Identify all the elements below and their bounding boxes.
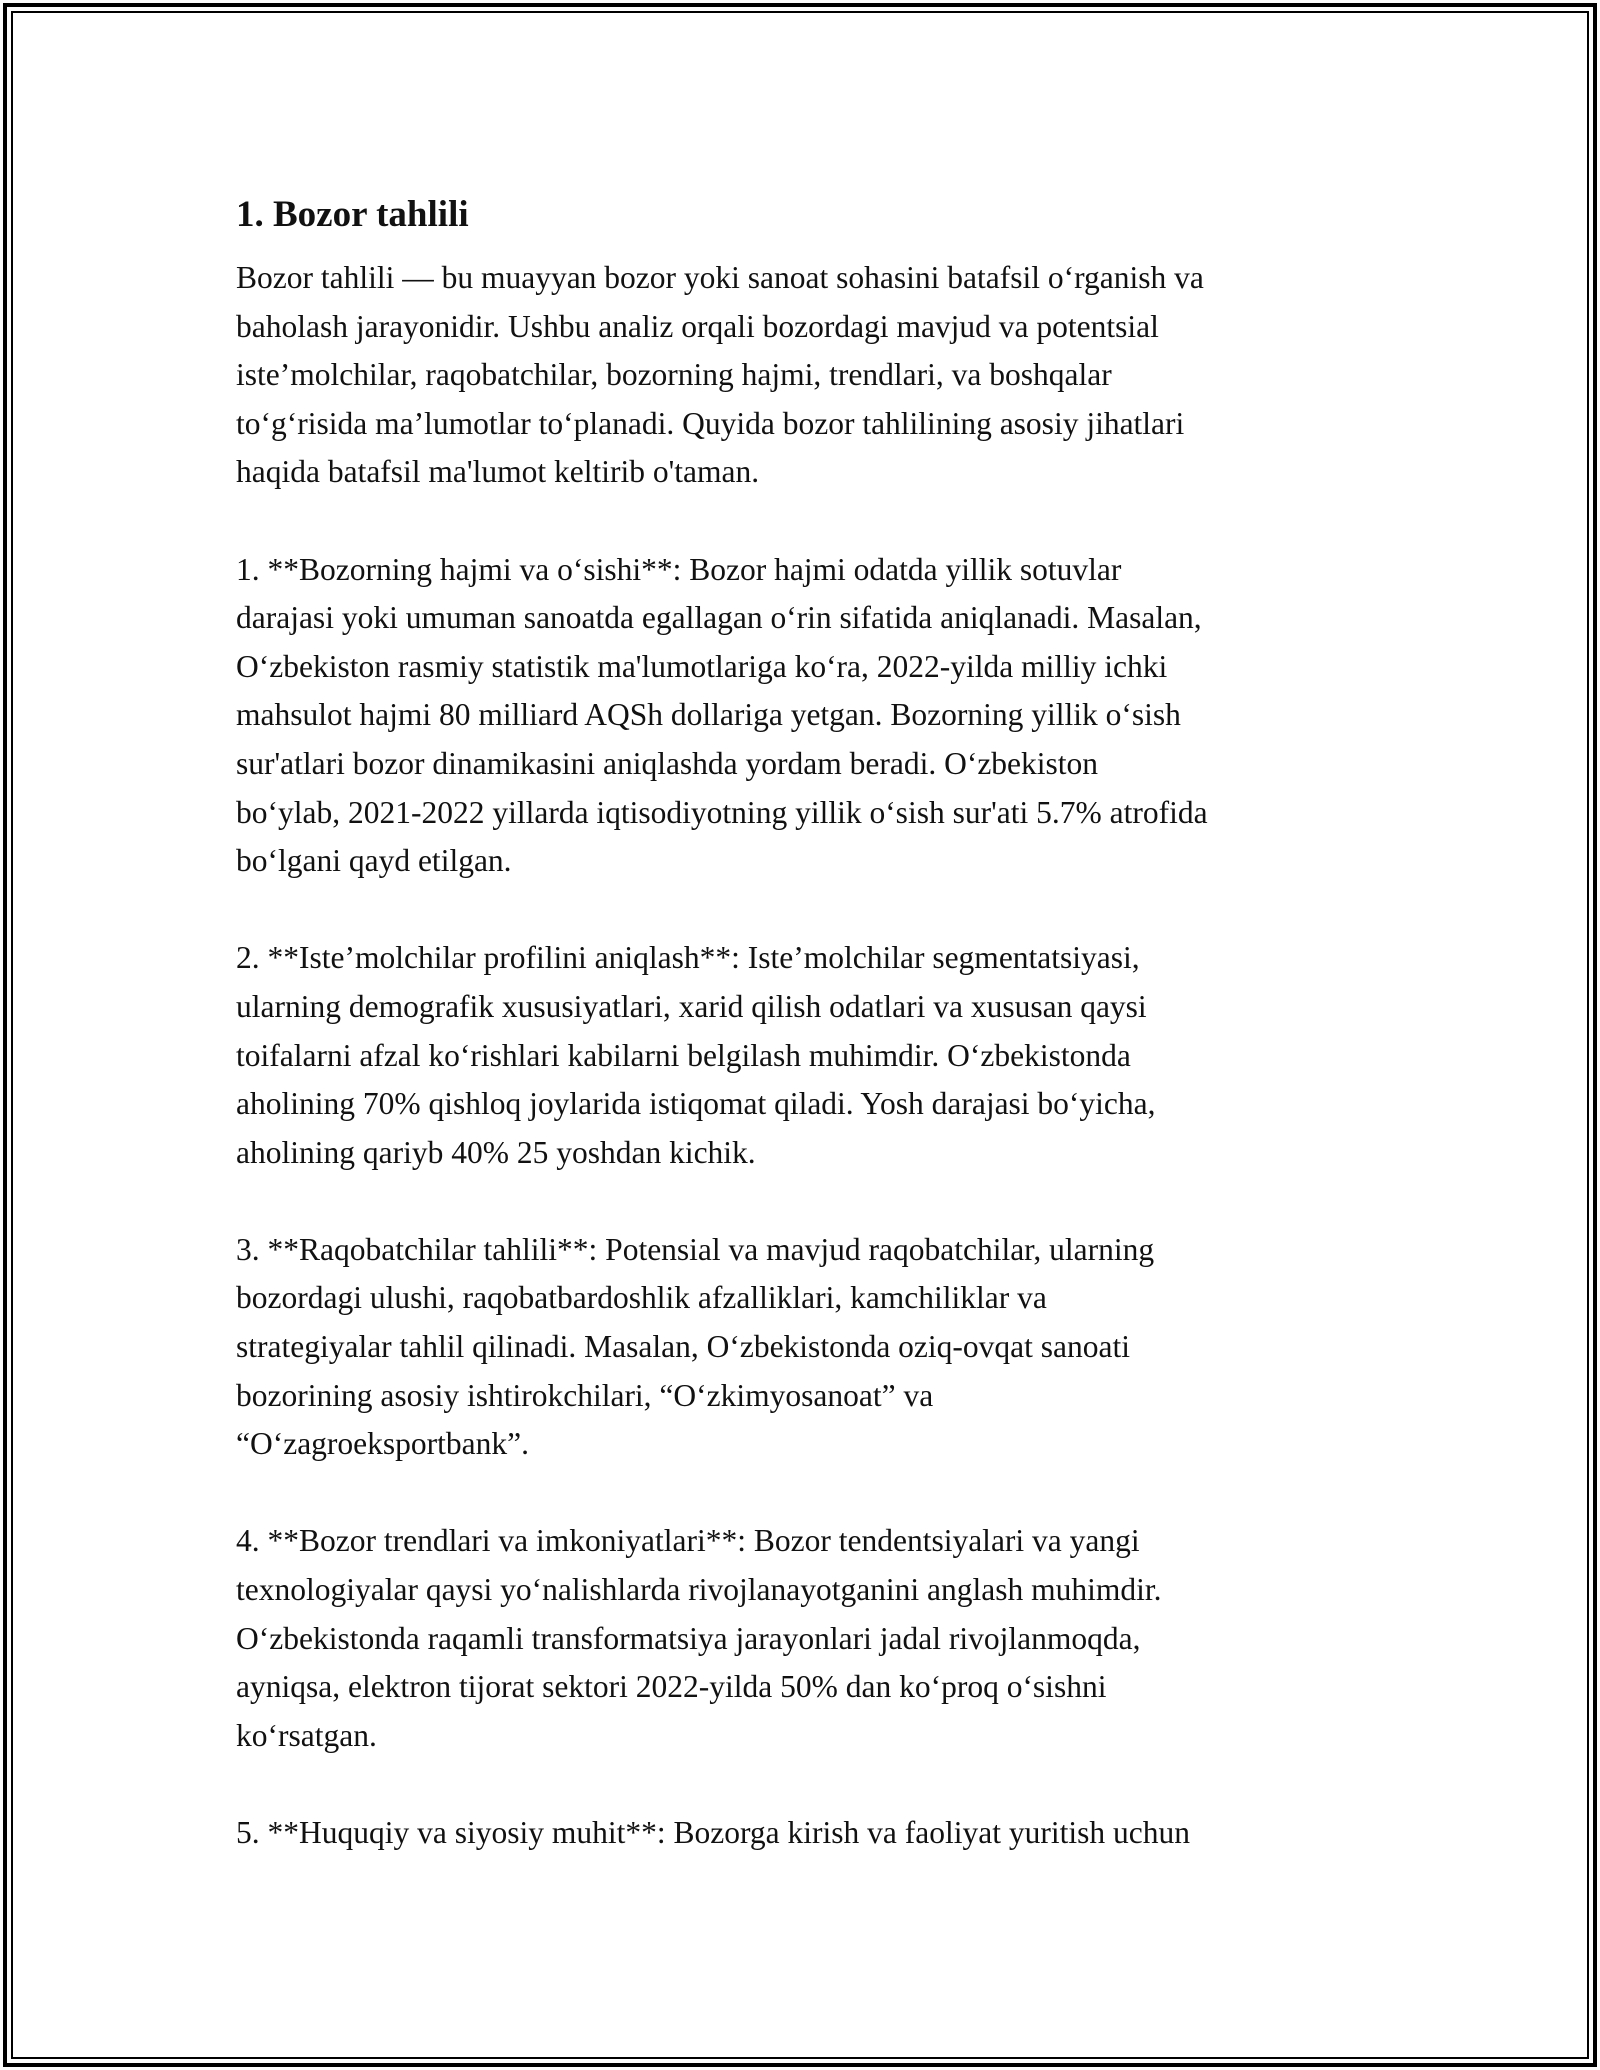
paragraph-competitors: 3. **Raqobatchilar tahlili**: Potensial va mavjud raqobatchilar, ularning bozordagi ulushi, raqobatbardoshlik afzalliklari, kamchiliklar va strategiyalar tahlil qilinadi. Masalan, O‘zbekistonda oziq-ovqat sanoati bozorining asosiy ishtirokchilari, “O‘zkimyosanoat” va “O‘zagroeksportbank”.: [236, 1231, 1155, 1462]
paragraph-market-size: 1. **Bozorning hajmi va o‘sishi**: Bozor hajmi odatda yillik sotuvlar darajasi yoki umuman sanoatda egallagan o‘rin sifatida aniqlanadi. Masalan, O‘zbekiston rasmiy statistik ma'lumotlariga ko‘ra, 2022-yilda milliy ichki mahsulot hajmi 80 milliard AQSh dollariga yetgan. Bozorning yillik o‘sish sur'atlari bozor dinamikasini aniqlashda yordam beradi. O‘zbekiston bo‘ylab, 2021-2022 yillarda iqtisodiyotning yillik o‘sish sur'ati 5.7% atrofida bo‘lgani qayd etilgan.: [236, 551, 1208, 879]
paragraph-trends: 4. **Bozor trendlari va imkoniyatlari**: Bozor tendentsiyalari va yangi texnologiyalar qaysi yo‘nalishlarda rivojlanayotganini anglash muhimdir. O‘zbekistonda raqamli transformatsiya jarayonlari jadal rivojlanmoqda, ayniqsa, elektron tijorat sektori 2022-yilda 50% dan ko‘proq o‘sishni ko‘rsatgan.: [236, 1523, 1162, 1753]
section-heading: 1. Bozor tahlili: [236, 194, 469, 235]
paragraph-legal: 5. **Huquqiy va siyosiy muhit**: Bozorga kirish va faoliyat yuritish uchun: [236, 1815, 1190, 1850]
intro-paragraph: Bozor tahlili — bu muayyan bozor yoki sanoat sohasini batafsil o‘rganish va baholash jarayonidir. Ushbu analiz orqali bozordagi mavjud va potentsial iste’molchilar, raqobatchilar, bozorning hajmi, trendlari, va boshqalar to‘g‘risida ma’lumotlar to‘planadi. Quyida bozor tahlilining asosiy jihatlari haqida batafsil ma'lumot keltirib o'taman.: [236, 260, 1204, 490]
paragraph-consumer-profile: 2. **Iste’molchilar profilini aniqlash**: Iste’molchilar segmentatsiyasi, ularning demografik xususiyatlari, xarid qilish odatlari va xususan qaysi toifalarni afzal ko‘rishlari kabilarni belgilash muhimdir. O‘zbekistonda aholining 70% qishloq joylarida istiqomat qiladi. Yosh darajasi bo‘yicha, aholining qariyb 40% 25 yoshdan kichik.: [236, 940, 1156, 1170]
document-body: [236, 186, 1381, 1858]
